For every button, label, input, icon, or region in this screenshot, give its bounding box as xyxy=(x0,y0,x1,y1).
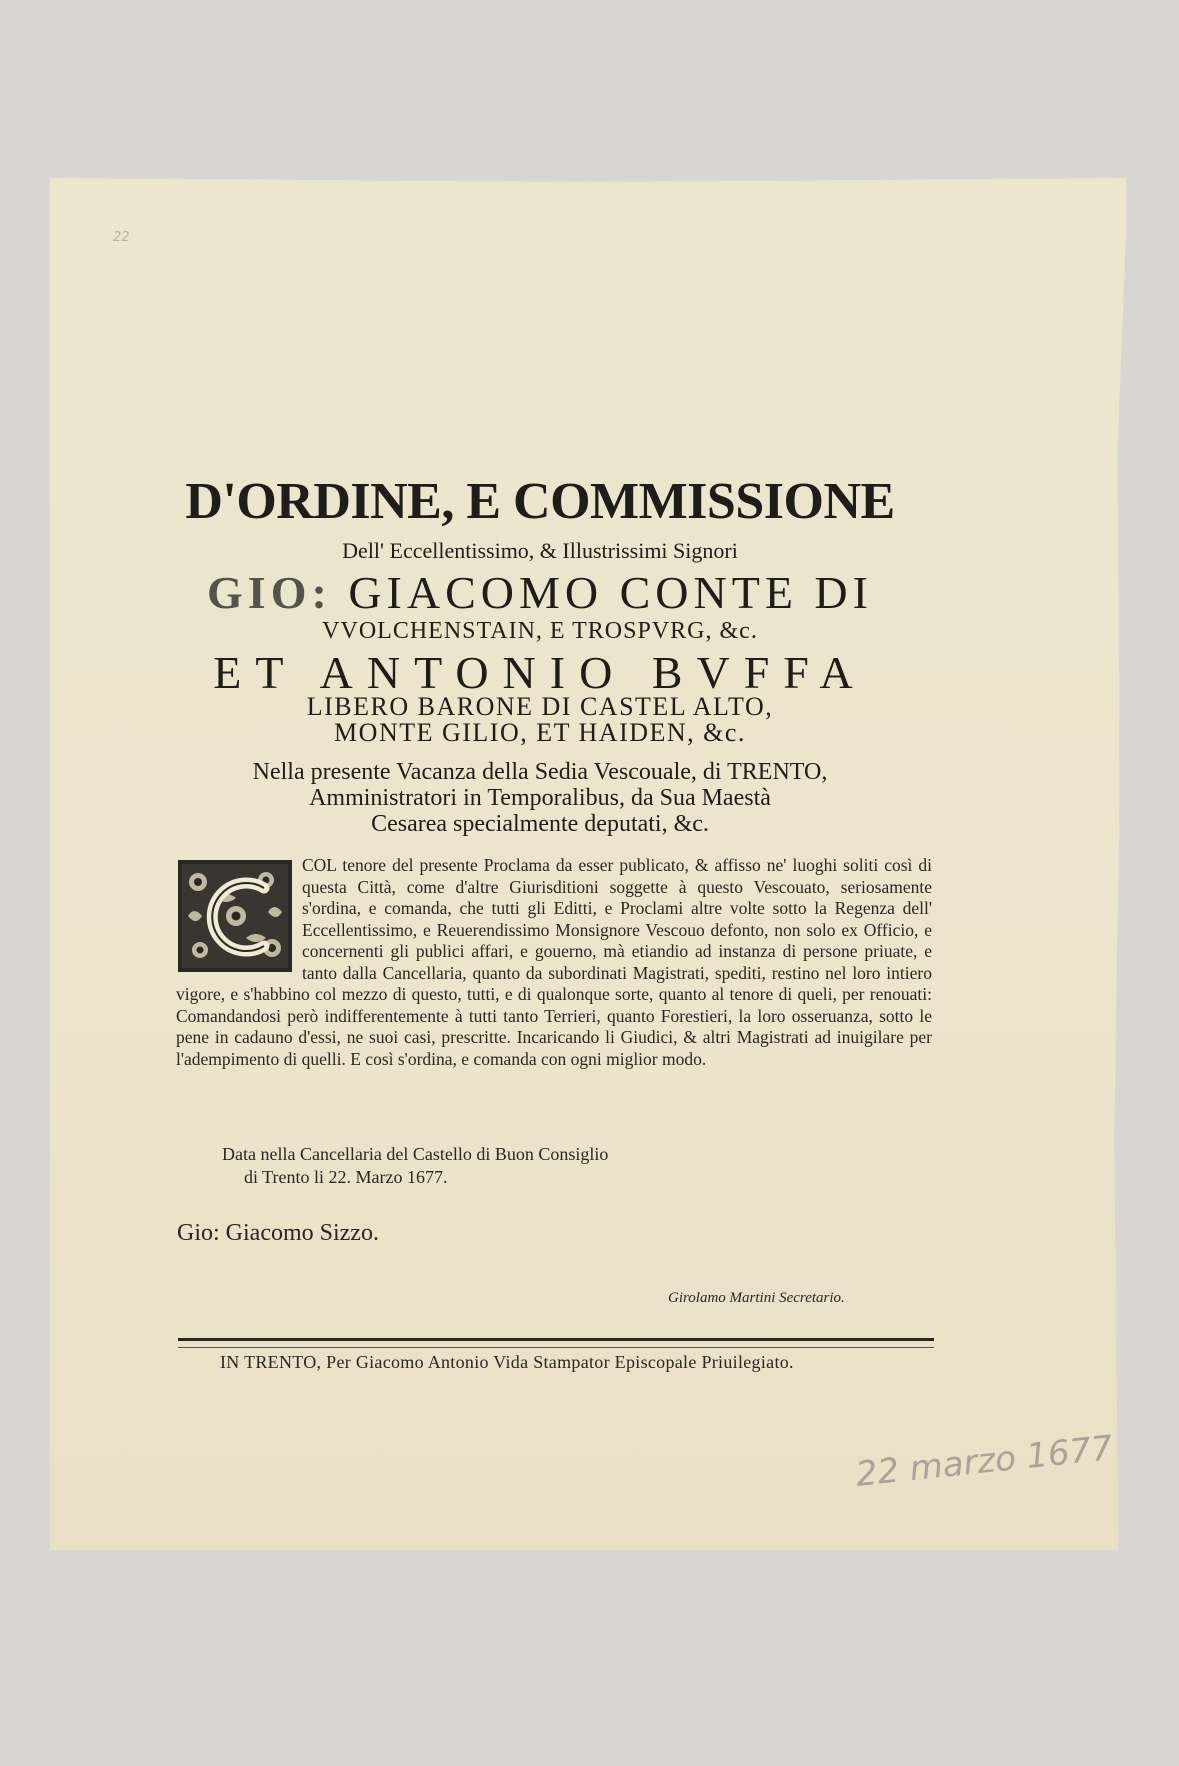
title-libero-barone: LIBERO BARONE DI CASTEL ALTO, xyxy=(306,692,774,721)
name-line-gio xyxy=(150,568,930,618)
proclamation-title: D'ORDINE, E COMMISSIONE xyxy=(185,473,895,530)
name-line-antonio: ET ANTONIO BVFFA xyxy=(213,647,867,698)
pencil-date-annotation: 22 marzo 1677 xyxy=(853,1428,1115,1495)
pencil-page-number: 22 xyxy=(113,230,130,245)
dated-line-2: di Trento li 22. Marzo 1677. xyxy=(244,1167,448,1187)
administrators-line: Amministratori in Temporalibus, da Sua Maestà xyxy=(309,785,771,811)
vacancy-line: Nella presente Vacanza della Sedia Vescouale, di TRENTO, xyxy=(252,759,828,785)
divider-rule xyxy=(178,1338,934,1348)
ornamental-initial-c-icon xyxy=(176,858,294,974)
secretary-name: Girolamo Martini Secretario. xyxy=(668,1290,845,1306)
signer-name: Gio: Giacomo Sizzo. xyxy=(177,1220,379,1246)
title-monte-gilio: MONTE GILIO, ET HAIDEN, &c. xyxy=(334,718,746,747)
gio-prefix: GIO: xyxy=(207,567,332,618)
title-wolkenstein: VVOLCHENSTAIN, E TROSPVRG, &c. xyxy=(322,618,758,644)
gio-name: GIACOMO CONTE DI xyxy=(348,567,873,618)
deputies-line: Cesarea specialmente deputati, &c. xyxy=(371,811,709,837)
body-text: COL tenore del presente Proclama da esser publicato, & affisso ne' luoghi soliti così di questa Città, come d'altre Giurisditioni soggette à questo Vescouato, seriosamente s'ordina, e comanda, che tutti gli Editti, e Proclami altre volte sotto la Regenza dell' Eccellentissimo, e Reuerendissimo Monsignore Vescouo defonto, non solo ex Officio, e concernenti gli publici affari, e gouerno, mà etiandio ad instanza di persone priuate, e tanto dalla Cancellaria, quanto da subordinati Magistrati, spediti, restino nel loro intiero vigore, e s'habbino col mezzo di questo, tutti, e di qualonque sorte, quanto al tenore di queli, per renouati: Comandandosi però indifferentemente à tutti tanto Terrieri, quanto Forestieri, la loro osseruanza, sotto le pene in cadauno d'essi, ne suoi casi, prescritte. Incaricando li Giudici, & altri Magistrati ad inuigilare per l'adempimento di quelli. E così s'ordina, e comanda con ogni miglior modo. xyxy=(176,855,932,1069)
dated-at-cancelleria xyxy=(222,1143,822,1189)
printer-imprint: IN TRENTO, Per Giacomo Antonio Vida Stampator Episcopale Priuilegiato. xyxy=(220,1352,794,1372)
addressee-line: Dell' Eccellentissimo, & Illustrissimi Signori xyxy=(342,538,738,563)
dated-line-1: Data nella Cancellaria del Castello di Buon Consiglio xyxy=(222,1144,609,1164)
